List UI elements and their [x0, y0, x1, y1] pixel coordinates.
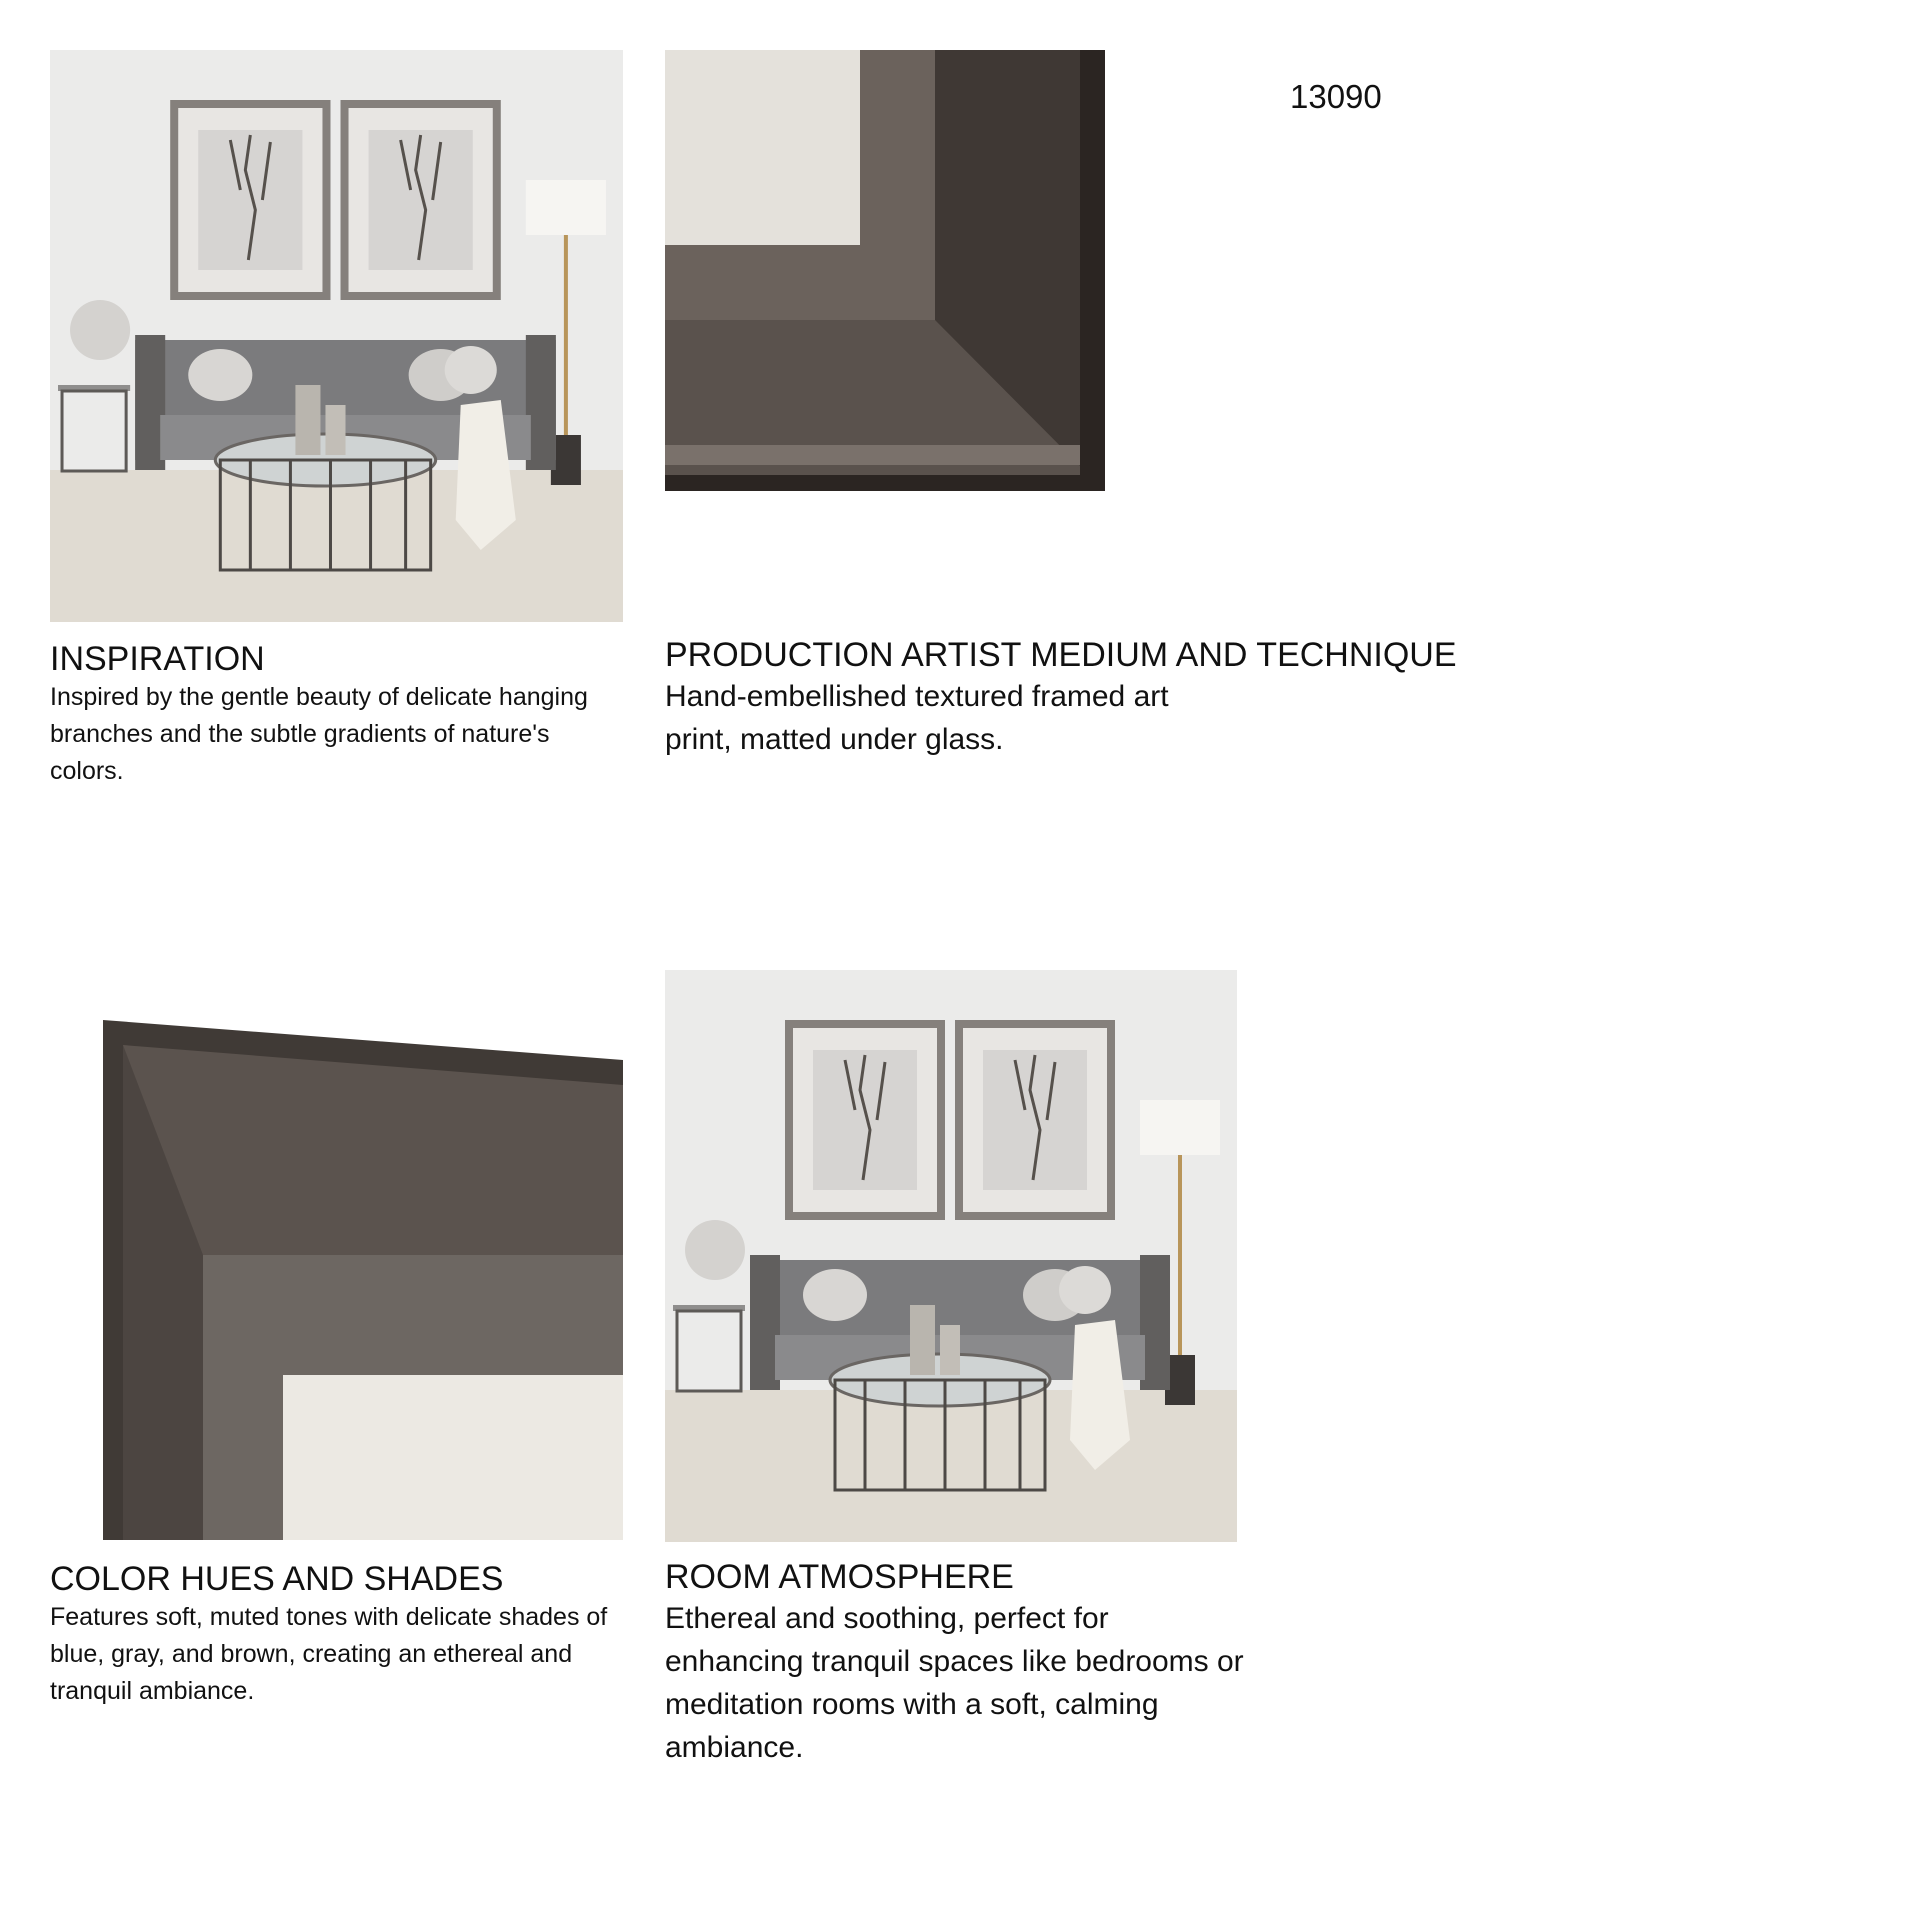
room-atmosphere-photo: [665, 970, 1237, 1542]
production-heading: PRODUCTION ARTIST MEDIUM AND TECHNIQUE: [665, 636, 1457, 674]
color-section: [50, 1560, 630, 1710]
frame-corner-detail-photo: [103, 1020, 623, 1540]
room-atmosphere-heading: ROOM ATMOSPHERE: [665, 1558, 1014, 1596]
room-atmosphere-section: [665, 1558, 1245, 1769]
production-section: [665, 636, 1565, 761]
room-scene-illustration: [50, 50, 623, 622]
frame-corner-photo: [665, 50, 1105, 491]
inspiration-section: [50, 640, 630, 790]
inspiration-heading: INSPIRATION: [50, 640, 265, 678]
room-atmosphere-illustration: [665, 970, 1237, 1542]
color-heading: COLOR HUES AND SHADES: [50, 1560, 504, 1598]
inspiration-text: Inspired by the gentle beauty of delicate hanging branches and the subtle gradients of nature's colors.: [50, 683, 588, 785]
color-text: Features soft, muted tones with delicate shades of blue, gray, and brown, creating an ethereal and tranquil ambiance.: [50, 1603, 608, 1705]
room-scene-photo: [50, 50, 623, 622]
frame-corner-illustration: [665, 50, 1105, 491]
product-code: 13090: [1290, 78, 1382, 115]
frame-corner-detail-illustration: [103, 1020, 623, 1540]
room-atmosphere-text: Ethereal and soothing, perfect for enhancing tranquil spaces like bedrooms or meditation rooms with a soft, calming ambiance.: [665, 1602, 1244, 1764]
production-text: Hand-embellished textured framed art print, matted under glass.: [665, 680, 1169, 756]
